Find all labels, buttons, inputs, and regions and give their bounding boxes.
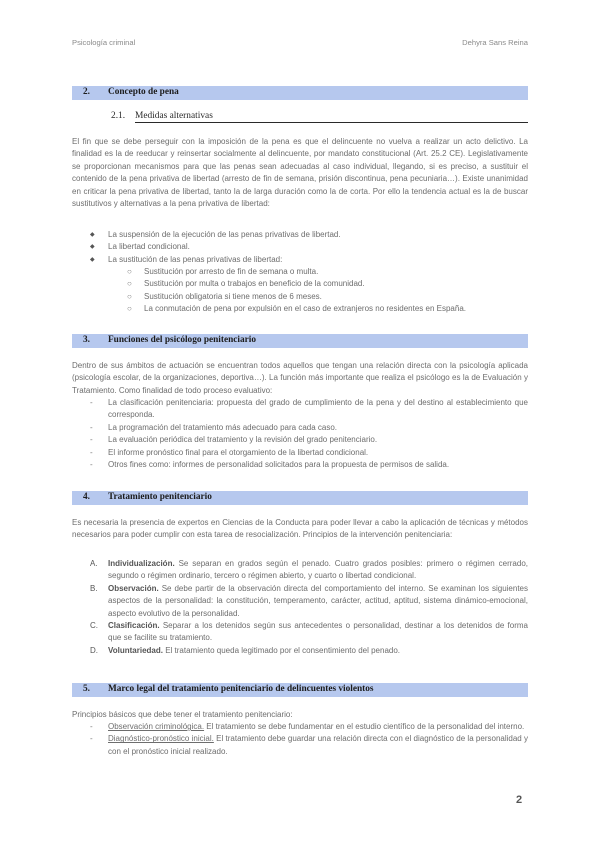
section-5-dash-list [90,721,529,758]
circle-bullet-icon: ○ [127,304,132,314]
list-item: ○ Sustitución obligatoria si tiene menos de 6 meses. [144,291,528,303]
section-number: 2. [83,87,90,97]
header-author: Dehyra Sans Reina [462,38,528,47]
list-letter: B. [90,583,98,593]
list-term: Individualización. [108,559,175,568]
dash-icon: - [90,435,93,445]
dash-icon: - [90,722,93,731]
bullet-icon: ◆ [90,256,95,263]
list-item: - Observación criminológica. El tratamiento se debe fundamentar en el estudio científico de la personalidad del interno. [108,721,528,733]
list-term: Observación criminológica. [108,722,205,731]
list-item: ○ Sustitución por multa o trabajos en beneficio de la comunidad. [144,278,528,290]
list-item: ○ La conmutación de pena por expulsión en el caso de extranjeros no residentes en España. [144,303,528,315]
list-term: Voluntariedad. [108,645,163,655]
subsection-underline [135,122,528,123]
list-item: ◆ La sustitución de las penas privativas de libertad: [108,254,528,266]
bullet-icon: ◆ [90,244,95,251]
subsection-title: Medidas alternativas [135,111,213,121]
section-5-heading [72,683,528,697]
page-number: 2 [516,794,523,806]
circle-bullet-icon: ○ [127,267,132,276]
dash-icon: - [90,460,93,470]
section-number: 4. [83,492,90,502]
section-title: Marco legal del tratamiento penitenciario de delincuentes violentos [108,684,374,694]
section-title: Concepto de pena [108,87,179,97]
section-3-dash-list [90,397,528,471]
list-letter: C. [90,621,98,631]
list-item: - La clasificación penitenciaria: propuesta del grado de cumplimiento de la pena y del destino al establecimiento que corresponda. [90,398,528,420]
list-item: - La evaluación periódica del tratamiento y la revisión del grado penitenciario. [108,434,528,446]
subsection-2-1-heading [111,111,528,125]
section-title: Tratamiento penitenciario [108,492,212,502]
list-item: - Diagnóstico-pronóstico inicial. El tratamiento debe guardar una relación directa con el diagnóstico de la personalidad y con el pronóstico inicial realizado. [90,734,529,756]
list-item: D. Voluntariedad. El tratamiento queda legitimado por el consentimiento del penado. [108,645,528,657]
section-2-bullet-list [90,229,528,266]
list-item: ○ Sustitución por arresto de fin de semana o multa. [144,266,528,278]
list-item: ◆ La suspensión de la ejecución de las penas privativas de libertad. [108,229,528,241]
section-4-heading [72,491,528,505]
dash-icon: - [90,398,93,407]
section-3-paragraph: Dentro de sus ámbitos de actuación se encuentran todos aquellos que tengan una relación directa con la psicología aplicada (psicología escolar, de la organizaciones, deportiva…). La función más importante que realiza el psicólogo es la de Evaluación y Tratamiento. Como finalidad de todo proceso evaluativo: [72,361,528,395]
section-3-heading [72,334,528,348]
list-item: B. Observación. Se debe partir de la observación directa del comportamiento del interno. Se examinan los siguientes aspectos de la personalidad: la constitución, temperamento, carácter, actitud, aptitud, sistema dinámico-emocional, aspecto evolutivo de la personalidad. [90,583,528,618]
list-item: ◆ La libertad condicional. [108,241,528,253]
dash-icon: - [90,734,93,744]
section-4-paragraph: Es necesaria la presencia de expertos en Ciencias de la Conducta para poder llevar a cabo la aplicación de técnicas y métodos necesarios para poder cumplir con esta tarea de resocialización. Principios de la intervención penitenciaria: [72,518,528,540]
header-course-title: Psicología criminal [72,38,136,47]
list-term: Diagnóstico-pronóstico inicial. [108,734,214,744]
circle-bullet-icon: ○ [127,291,132,301]
section-number: 3. [83,335,90,345]
dash-icon: - [90,447,93,457]
section-2-sub-bullet-list [127,266,528,316]
section-number: 5. [83,684,90,694]
section-title: Funciones del psicólogo penitenciario [108,335,256,345]
list-item: - Otros fines como: informes de personalidad solicitados para la propuesta de permisos de salida. [108,459,528,471]
bullet-icon: ◆ [90,232,95,238]
list-item: C. Clasificación. Separar a los detenidos según sus antecedentes o personalidad, destinar a los detenidos de forma que se facilite su tratamiento. [90,621,528,643]
dash-icon: - [90,422,93,432]
list-item: - El informe pronóstico final para el otorgamiento de la libertad condicional. [108,447,528,459]
list-item: - La programación del tratamiento más adecuado para cada caso. [108,422,528,434]
list-term: Clasificación. [108,621,160,631]
list-term: Observación. [108,583,159,593]
section-2-heading [72,86,528,100]
list-letter: D. [90,645,98,655]
subsection-number: 2.1. [111,111,126,121]
running-header [72,38,528,50]
section-5-paragraph: Principios básicos que debe tener el tratamiento penitenciario: [72,710,293,719]
circle-bullet-icon: ○ [127,279,132,289]
section-4-lettered-list [90,558,528,657]
list-item: A. Individualización. Se separan en grados según el penado. Cuatro grados posibles: primero o régimen cerrado, segundo o régimen ordinario, tercero o régimen abierto, y cuarto o libertad condicional. [90,559,528,581]
section-2-paragraph: El fin que se debe perseguir con la imposición de la pena es que el delincuente no vuelva a realizar un acto delictivo. La finalidad es la de reeducar y reinsertar socialmente al delincuente, por mandato constitucional (Art. 25.2 CE). Legislativamente se proporcionan mecanismos para que las penas sean adecuadas al caso individual, llegando, si es preciso, a sustituir el contenido de la pena privativa de libertad (arresto de fin de semana, prisión discontinua, pena pecuniaria…). Existe unanimidad en criticar la pena privativa de libertad, tanto la de larga duración como la de corta. Por ello la tendencia actual es la de buscar sustitutivos y alternativas a la pena privativa de libertad: [72,137,528,209]
list-letter: A. [90,559,98,568]
